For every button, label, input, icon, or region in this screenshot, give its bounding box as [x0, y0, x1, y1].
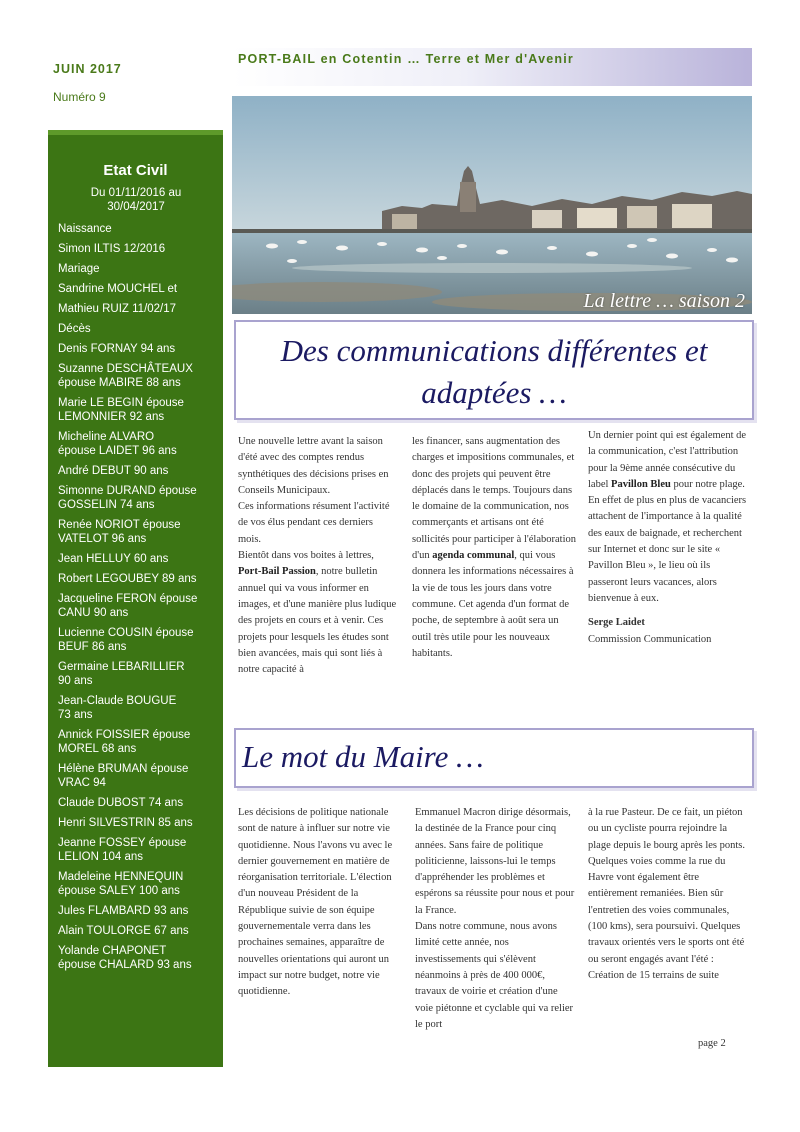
bold-term: Port-Bail Passion: [238, 566, 316, 578]
civil-entry: André DEBUT 90 ans: [58, 465, 169, 477]
article-communications-column-1: [238, 434, 398, 678]
paragraph: Ces informations résument l'activité de vos élus pendant ces derniers mois.: [238, 501, 390, 545]
civil-entry: Simon ILTIS 12/2016: [58, 243, 166, 255]
article-communications-column-3: [588, 428, 750, 648]
civil-entry: Simonne DURAND épouse GOSSELIN 74 ans: [58, 485, 197, 511]
etat-civil-sidebar: [48, 130, 223, 1067]
article-communications-column-2: [412, 434, 577, 662]
paragraph: à la rue Pasteur. De ce fait, un piéton ou un cycliste pourra rejoindre la plage depuis le bourg après les ponts. Quelques voies comme la rue du Havre vont également être entièrement remaniées. Bien sûr l'entretien des voies communales, (100 kms), sera poursuivi. Quelques travaux orientés vers le sports ont été ou seront engagés avant l'été : Création de 15 terrains de suite: [588, 807, 745, 981]
civil-entry: Lucienne COUSIN épouse BEUF 86 ans: [58, 627, 194, 653]
civil-entry: Jules FLAMBARD 93 ans: [58, 905, 189, 917]
civil-entry: Suzanne DESCHÂTEAUX épouse MABIRE 88 ans: [58, 363, 193, 389]
civil-entry: Jean HELLUY 60 ans: [58, 553, 169, 565]
civil-entry: Mariage: [58, 263, 100, 275]
paragraph: les financer, sans augmentation des charges et impositions communales, et donc des projets qui peuvent être déplacés dans le temps. Toujours dans le domaine de la communication, nos commerçants et artisans ont été sollicités pour participer à l'élaboration d'un agenda communal, qui vous donnera les informations nécessaires à la vie de tous les jours dans votre commune. Cet agenda d'un format de poche, de septembre à août sera un outil très utile pour les nouveaux habitants.: [412, 436, 577, 659]
civil-entry: Germaine LEBARILLIER 90 ans: [58, 661, 185, 687]
civil-entry: Alain TOULORGE 67 ans: [58, 925, 189, 937]
civil-entry: Yolande CHAPONET épouse CHALARD 93 ans: [58, 945, 192, 971]
issue-number: Numéro 9: [53, 90, 106, 104]
paragraph: Bientôt dans vos boites à lettres, Port-Bail Passion, notre bulletin annuel qui va vous informer en images, et d'une manière plus ludique des projets en cours et à venir. Ces projets pour lesquels les études sont bien avancées, mais qui sont liés à notre capacité à: [238, 550, 397, 676]
bold-term: agenda communal: [432, 550, 515, 562]
signature-name: Serge Laidet: [588, 617, 645, 629]
civil-entry: Jean-Claude BOUGUE 73 ans: [58, 695, 177, 721]
civil-entry: Claude DUBOST 74 ans: [58, 797, 184, 809]
headline-mayor: Le mot du Maire …: [242, 739, 484, 774]
civil-entry: Denis FORNAY 94 ans: [58, 343, 176, 355]
civil-entry: Sandrine MOUCHEL et: [58, 283, 178, 295]
civil-entry: Mathieu RUIZ 11/02/17: [58, 303, 177, 315]
paragraph: Un dernier point qui est également de la communication, c'est l'attribution pour la 9ème année consécutive du label Pavillon Bleu pour notre plage. En effet de plus en plus de vacanciers attachent de l'importance à la qualité des eaux de baignade, et recherchent sur Internet et donc sur le site « Pavillon Bleu », le lieu où ils passeront leurs vacances, alors bienvenue à eux.: [588, 430, 747, 604]
article-mayor-column-2: [415, 805, 577, 1033]
headline-communications: Des communications différentes et adaptées …: [280, 333, 708, 410]
civil-entry: Henri SILVESTRIN 85 ans: [58, 817, 193, 829]
headline-box-mayor: [234, 728, 754, 788]
article-mayor-column-3: [588, 805, 750, 984]
civil-entry: Robert LEGOUBEY 89 ans: [58, 573, 197, 585]
civil-entry: Jacqueline FERON épouse CANU 90 ans: [58, 593, 198, 619]
signature-role: Commission Communication: [588, 633, 712, 645]
header-title: PORT-BAIL en Cotentin … Terre et Mer d'Avenir: [238, 52, 574, 66]
civil-entry: Annick FOISSIER épouse MOREL 68 ans: [58, 729, 191, 755]
civil-entry: Madeleine HENNEQUIN épouse SALEY 100 ans: [58, 871, 184, 897]
paragraph: Une nouvelle lettre avant la saison d'été avec des comptes rendus synthétiques des décisions prises en Conseils Municipaux.: [238, 436, 389, 496]
harbour-photo-illustration: [232, 96, 752, 314]
civil-entry: Renée NORIOT épouse VATELOT 96 ans: [58, 519, 181, 545]
civil-entries-list: [58, 222, 221, 978]
headline-box-communications: [234, 320, 754, 420]
paragraph: Emmanuel Macron dirige désormais, la destinée de la France pour cinq années. Sans faire de politique politicienne, laissons-lui le temps d'appréhender les problèmes et espérons sa réussite pour nous et pour la France. Dans notre commune, nous avons limité cette année, nos investissements qui s'élèvent néanmoins à près de 400 000€, travaux de voirie et création d'une voie piétonne et cyclable qui va relier le port: [415, 807, 575, 1030]
civil-entry: Micheline ALVARO épouse LAIDET 96 ans: [58, 431, 177, 457]
sidebar-period: Du 01/11/2016 au 30/04/2017: [90, 187, 182, 213]
page-reference: page 2: [698, 1038, 726, 1049]
sidebar-top-stripe: [48, 130, 223, 135]
article-mayor-column-1: [238, 805, 398, 1001]
paragraph: Les décisions de politique nationale sont de nature à influer sur notre vie quotidienne. Nous l'avons vu avec le dernier gouvernement en matière de réorganisation territoriale. L'élection d'un nouveau Président de la République suivie de son équipe gouvernementale verra dans les prochaines semaines, apparaître de nouvelles orientations qui auront un impact sur notre budget, notre vie quotidienne.: [238, 807, 393, 998]
harbour-photo: [232, 96, 752, 314]
civil-entry: Marie LE BEGIN épouse LEMONNIER 92 ans: [58, 397, 184, 423]
issue-date: JUIN 2017: [53, 62, 122, 76]
bold-term: Pavillon Bleu: [611, 478, 671, 490]
photo-caption: La lettre … saison 2: [583, 290, 745, 312]
sidebar-title: Etat Civil: [103, 162, 168, 179]
civil-entry: Jeanne FOSSEY épouse LELION 104 ans: [58, 837, 187, 863]
civil-entry: Naissance: [58, 223, 112, 235]
civil-entry: Décès: [58, 323, 91, 335]
civil-entry: Hélène BRUMAN épouse VRAC 94: [58, 763, 189, 789]
